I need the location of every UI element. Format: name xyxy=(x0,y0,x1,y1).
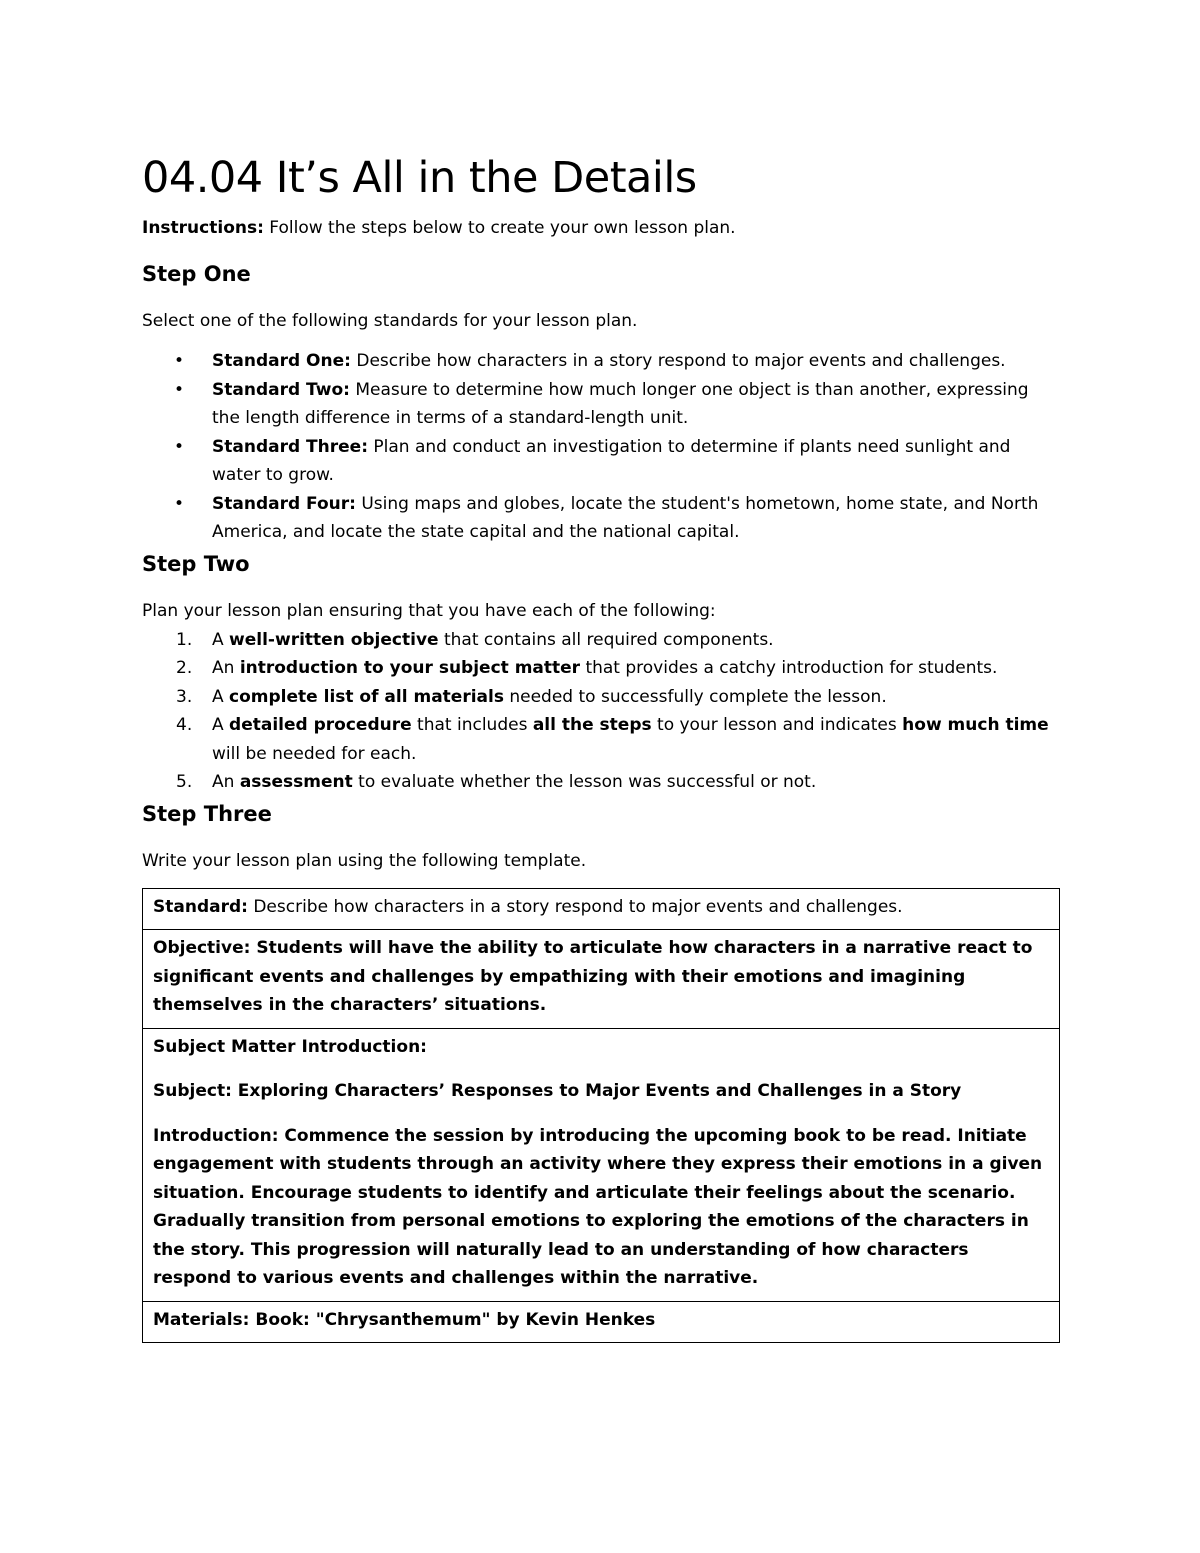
list-number: 5. xyxy=(176,772,193,792)
req-text: An xyxy=(212,658,240,678)
list-item xyxy=(142,433,1060,490)
standard-cell-label: Standard: xyxy=(153,896,248,917)
standard-cell xyxy=(143,888,1060,930)
introduction-text xyxy=(153,1122,1049,1293)
req-emphasis: all the steps xyxy=(532,715,652,735)
req-text: An xyxy=(212,772,240,792)
list-item xyxy=(142,376,1060,433)
materials-text xyxy=(153,1306,1049,1335)
list-item xyxy=(142,626,1060,655)
step-two-heading: Step Two xyxy=(142,551,250,576)
standard-text: Describe how characters in a story respond to major events and challenges. xyxy=(350,351,1006,371)
subject-matter-cell xyxy=(143,1028,1060,1301)
req-emphasis: assessment xyxy=(239,772,353,792)
req-text: needed to successfully complete the lesson. xyxy=(503,686,887,707)
lesson-plan-template-table xyxy=(142,888,1060,1344)
step-one-heading: Step One xyxy=(142,262,251,286)
step-one-intro: Select one of the following standards for your lesson plan. xyxy=(142,311,638,331)
materials-cell xyxy=(143,1301,1060,1343)
list-number: 2. xyxy=(176,658,193,678)
list-item xyxy=(142,683,1060,712)
bullet-icon: • xyxy=(174,436,185,457)
standard-text: Using maps and globes, locate the student's hometown, home state, and North America, and locate the state capital and the national capital. xyxy=(212,493,1039,542)
req-text: A xyxy=(212,629,230,650)
req-text: to evaluate whether the lesson was successful or not. xyxy=(352,772,817,792)
standards-list xyxy=(142,347,1060,547)
req-text: that contains all required components. xyxy=(438,629,774,650)
list-number: 3. xyxy=(176,686,193,707)
req-emphasis: well-written objective xyxy=(229,629,439,650)
bullet-icon: • xyxy=(174,493,185,514)
list-item xyxy=(142,654,1060,683)
req-emphasis: how much time xyxy=(902,715,1049,735)
req-text: that includes xyxy=(411,715,533,735)
subject-bold: Subject: Exploring Characters’ Responses to Major Events and Challenges in a Story xyxy=(153,1081,962,1101)
subject-matter-heading-bold: Subject Matter Introduction: xyxy=(153,1036,427,1057)
page-title: 04.04 It’s All in the Details xyxy=(142,153,697,203)
step-two-intro: Plan your lesson plan ensuring that you have each of the following: xyxy=(142,600,716,621)
standard-text: Measure to determine how much longer one object is than another, expressing the length difference in terms of a standard-length unit. xyxy=(212,379,1029,428)
standard-cell-text: Describe how characters in a story respond to major events and challenges. xyxy=(247,896,903,917)
subject-matter-heading xyxy=(153,1033,1049,1062)
bullet-icon: • xyxy=(174,379,185,400)
list-number: 4. xyxy=(176,715,193,735)
objective-cell xyxy=(143,930,1060,1029)
standard-label: Standard One: xyxy=(212,351,351,371)
list-item xyxy=(142,768,1060,797)
materials-bold: Materials: Book: "Chrysanthemum" by Kevin Henkes xyxy=(153,1309,656,1330)
standard-label: Standard Three: xyxy=(212,436,368,457)
step-three-intro: Write your lesson plan using the following template. xyxy=(142,850,587,871)
req-text: to your lesson and indicates xyxy=(651,715,903,735)
table-row xyxy=(143,1028,1060,1301)
instructions xyxy=(142,214,1060,242)
req-emphasis: detailed procedure xyxy=(229,715,412,735)
list-number: 1. xyxy=(176,629,193,650)
table-row xyxy=(143,1301,1060,1343)
requirements-list xyxy=(142,626,1060,797)
subject-text xyxy=(153,1077,1049,1106)
table-row xyxy=(143,930,1060,1029)
list-item xyxy=(142,711,1060,768)
table-row xyxy=(143,888,1060,930)
instructions-text: Follow the steps below to create your own lesson plan. xyxy=(263,218,736,238)
step-three-heading: Step Three xyxy=(142,801,272,826)
req-emphasis: introduction to your subject matter xyxy=(239,658,581,678)
introduction-bold: Introduction: Commence the session by introducing the upcoming book to be read. Initiate engagement with students through an activity where they express their emotions in a given situation. Encourage students to identify and articulate their feelings about the scenario. Gradually transition from personal emotions to exploring the emotions of the characters in the story. This progression will naturally lead to an understanding of how characters respond to various events and challenges within the narrative. xyxy=(153,1125,1043,1288)
req-text: will be needed for each. xyxy=(212,743,417,764)
standard-label: Standard Two: xyxy=(212,379,350,400)
standard-label: Standard Four: xyxy=(212,493,356,514)
req-text: that provides a catchy introduction for students. xyxy=(580,658,998,678)
document-page xyxy=(142,148,1060,1343)
instructions-label: Instructions: xyxy=(142,218,264,238)
req-text: A xyxy=(212,715,230,735)
list-item xyxy=(142,347,1060,376)
standard-text: Plan and conduct an investigation to determine if plants need sunlight and water to grow. xyxy=(212,436,1011,485)
bullet-icon: • xyxy=(174,351,185,371)
objective-text xyxy=(153,934,1049,1020)
list-item xyxy=(142,490,1060,547)
objective-bold: Objective: Students will have the ability to articulate how characters in a narrative react to significant events and challenges by empathizing with their emotions and imagining themselves in the characters’ situations. xyxy=(153,938,1033,1015)
req-text: A xyxy=(212,686,230,707)
req-emphasis: complete list of all materials xyxy=(229,686,504,707)
